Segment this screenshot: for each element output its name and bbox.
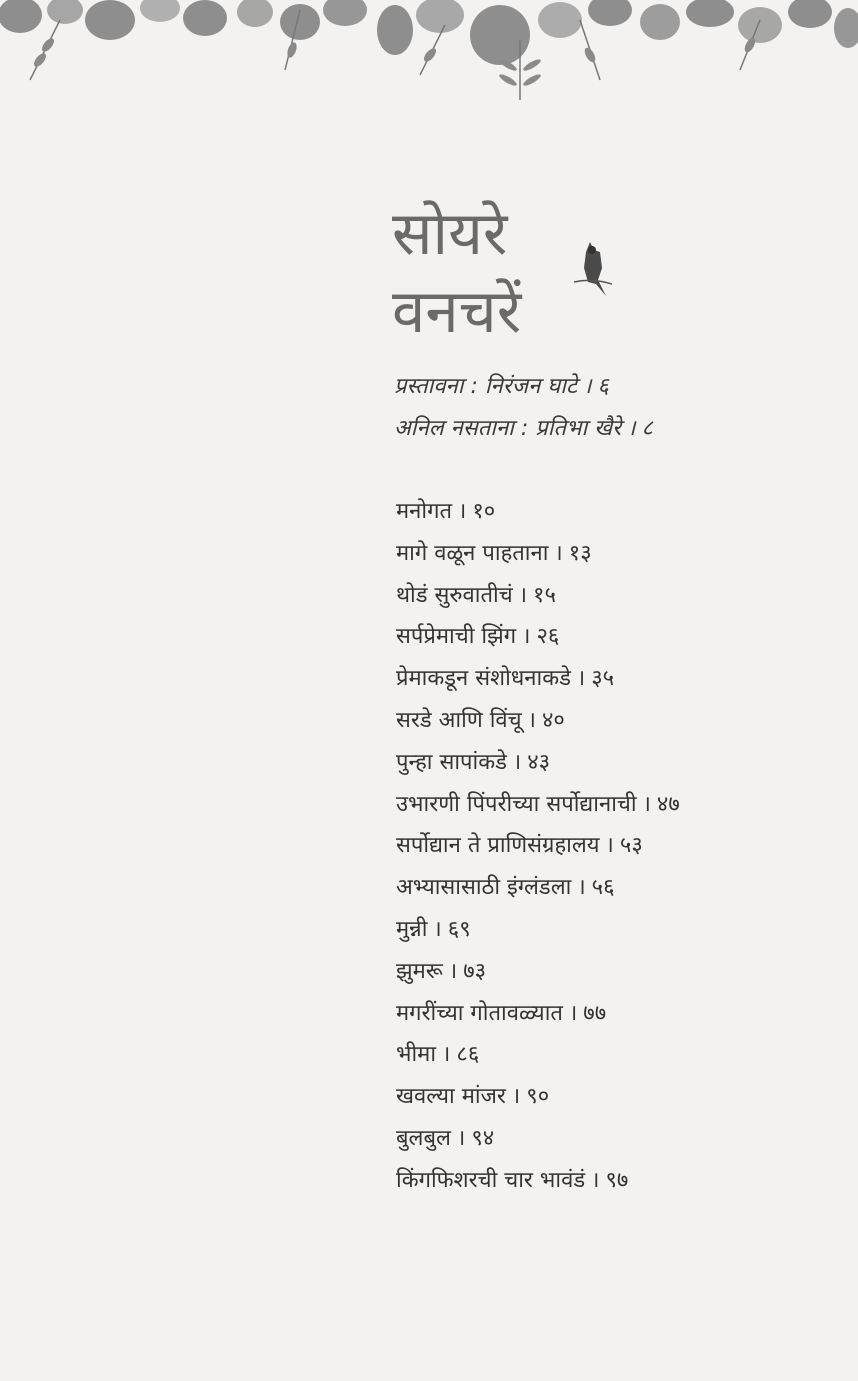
- separator: ।: [642, 791, 651, 817]
- toc-entry-title: मनोगत: [396, 499, 452, 524]
- toc-entry: [396, 1034, 836, 1076]
- bulbul-bird-icon: [572, 238, 612, 298]
- toc-entry-page: १३: [568, 540, 592, 566]
- table-of-contents: [396, 491, 836, 1202]
- toc-entry-title: प्रेमाकडून संशोधनाकडे: [396, 666, 571, 692]
- toc-entry: [396, 533, 836, 575]
- toc-entry-page: ३५: [591, 666, 615, 692]
- toc-entry-page: १०: [472, 499, 496, 524]
- separator: ।: [577, 875, 586, 901]
- toc-entry-title: थोडं सुरुवातीचं: [396, 582, 513, 608]
- toc-entry-page: ४३: [527, 749, 551, 775]
- book-title: [392, 195, 692, 351]
- toc-entry: [396, 1160, 836, 1202]
- toc-entry-title: सर्पप्रेमाची झिंग: [396, 624, 517, 650]
- preface-entry-page: ८: [641, 416, 653, 441]
- toc-entry-page: ५३: [619, 833, 643, 859]
- preface-entry-page: ६: [597, 374, 609, 399]
- toc-entry-title: मागे वळून पाहताना: [396, 540, 549, 566]
- toc-entry-page: ९४: [471, 1125, 495, 1151]
- toc-entry: [396, 909, 836, 951]
- toc-entry-page: ९०: [526, 1084, 550, 1110]
- toc-entry-title: झुमरू: [396, 958, 443, 984]
- book-title-line-1: सोयरे: [392, 199, 508, 269]
- toc-entry-title: पुन्हा सापांकडे: [396, 749, 507, 775]
- toc-entry: [396, 951, 836, 993]
- toc-entry-title: सर्पोद्यान ते प्राणिसंग्रहालय: [396, 833, 600, 859]
- toc-entry-page: ७३: [463, 958, 487, 984]
- preface-entry: [394, 408, 834, 450]
- separator: ।: [527, 707, 536, 733]
- toc-entry-page: ४७: [656, 791, 680, 817]
- separator: ।: [448, 958, 458, 984]
- toc-entry-title: अभ्यासासाठी इंग्लंडला: [396, 875, 572, 901]
- separator: ।: [591, 1167, 600, 1193]
- toc-entry-title: मुन्नी: [396, 916, 428, 942]
- toc-entry-title: खवल्या मांजर: [396, 1084, 506, 1110]
- book-title-line-2: वनचरें: [392, 277, 522, 347]
- separator: ।: [458, 499, 467, 524]
- separator: ।: [512, 749, 522, 775]
- separator: ।: [518, 582, 528, 608]
- separator: ।: [511, 1084, 521, 1110]
- toc-entry-page: ७७: [583, 1000, 607, 1026]
- toc-entry-page: ६९: [447, 916, 471, 942]
- toc-entry: [396, 616, 836, 658]
- toc-entry-title: भीमा: [396, 1042, 437, 1068]
- separator: ।: [605, 833, 614, 859]
- toc-entry: [396, 825, 836, 867]
- separator: ।: [554, 540, 563, 566]
- toc-entry-page: ५६: [591, 875, 615, 901]
- toc-entry-title: बुलबुल: [396, 1125, 451, 1151]
- toc-entry-title: मगरींच्या गोतावळ्यात: [396, 1000, 563, 1026]
- toc-entry-title: उभारणी पिंपरीच्या सर्पोद्यानाची: [396, 791, 637, 817]
- toc-entry: [396, 742, 836, 784]
- separator: ।: [456, 1125, 466, 1151]
- toc-entry: [396, 1076, 836, 1118]
- separator: ।: [433, 916, 442, 942]
- separator: ।: [583, 374, 592, 399]
- toc-entry-page: १५: [533, 582, 556, 608]
- toc-entry: [396, 867, 836, 909]
- separator: ।: [568, 1000, 578, 1026]
- preface-entry-title: प्रस्तावना : निरंजन घाटे: [394, 374, 578, 399]
- toc-entry: [396, 1118, 836, 1160]
- toc-entry-page: ८६: [456, 1042, 480, 1068]
- separator: ।: [627, 416, 636, 441]
- toc-entry-page: ९७: [605, 1167, 629, 1193]
- separator: ।: [522, 624, 531, 650]
- toc-entry-page: २६: [536, 624, 560, 650]
- toc-entry: [396, 784, 836, 826]
- preface-entry: [394, 366, 834, 408]
- preface-entry-title: अनिल नसताना : प्रतिभा खैरे: [394, 416, 622, 441]
- separator: ।: [442, 1042, 451, 1068]
- separator: ।: [576, 666, 586, 692]
- toc-entry-title: किंगफिशरची चार भावंडं: [396, 1167, 586, 1193]
- toc-entry: [396, 700, 836, 742]
- leaf-border-icon: [0, 0, 858, 110]
- toc-entry: [396, 993, 836, 1035]
- toc-entry: [396, 575, 836, 617]
- toc-entry-title: सरडे आणि विंचू: [396, 707, 522, 733]
- toc-entry-page: ४०: [541, 707, 565, 733]
- preface-list: [394, 366, 834, 450]
- toc-entry: [396, 658, 836, 700]
- toc-entry: [396, 491, 836, 533]
